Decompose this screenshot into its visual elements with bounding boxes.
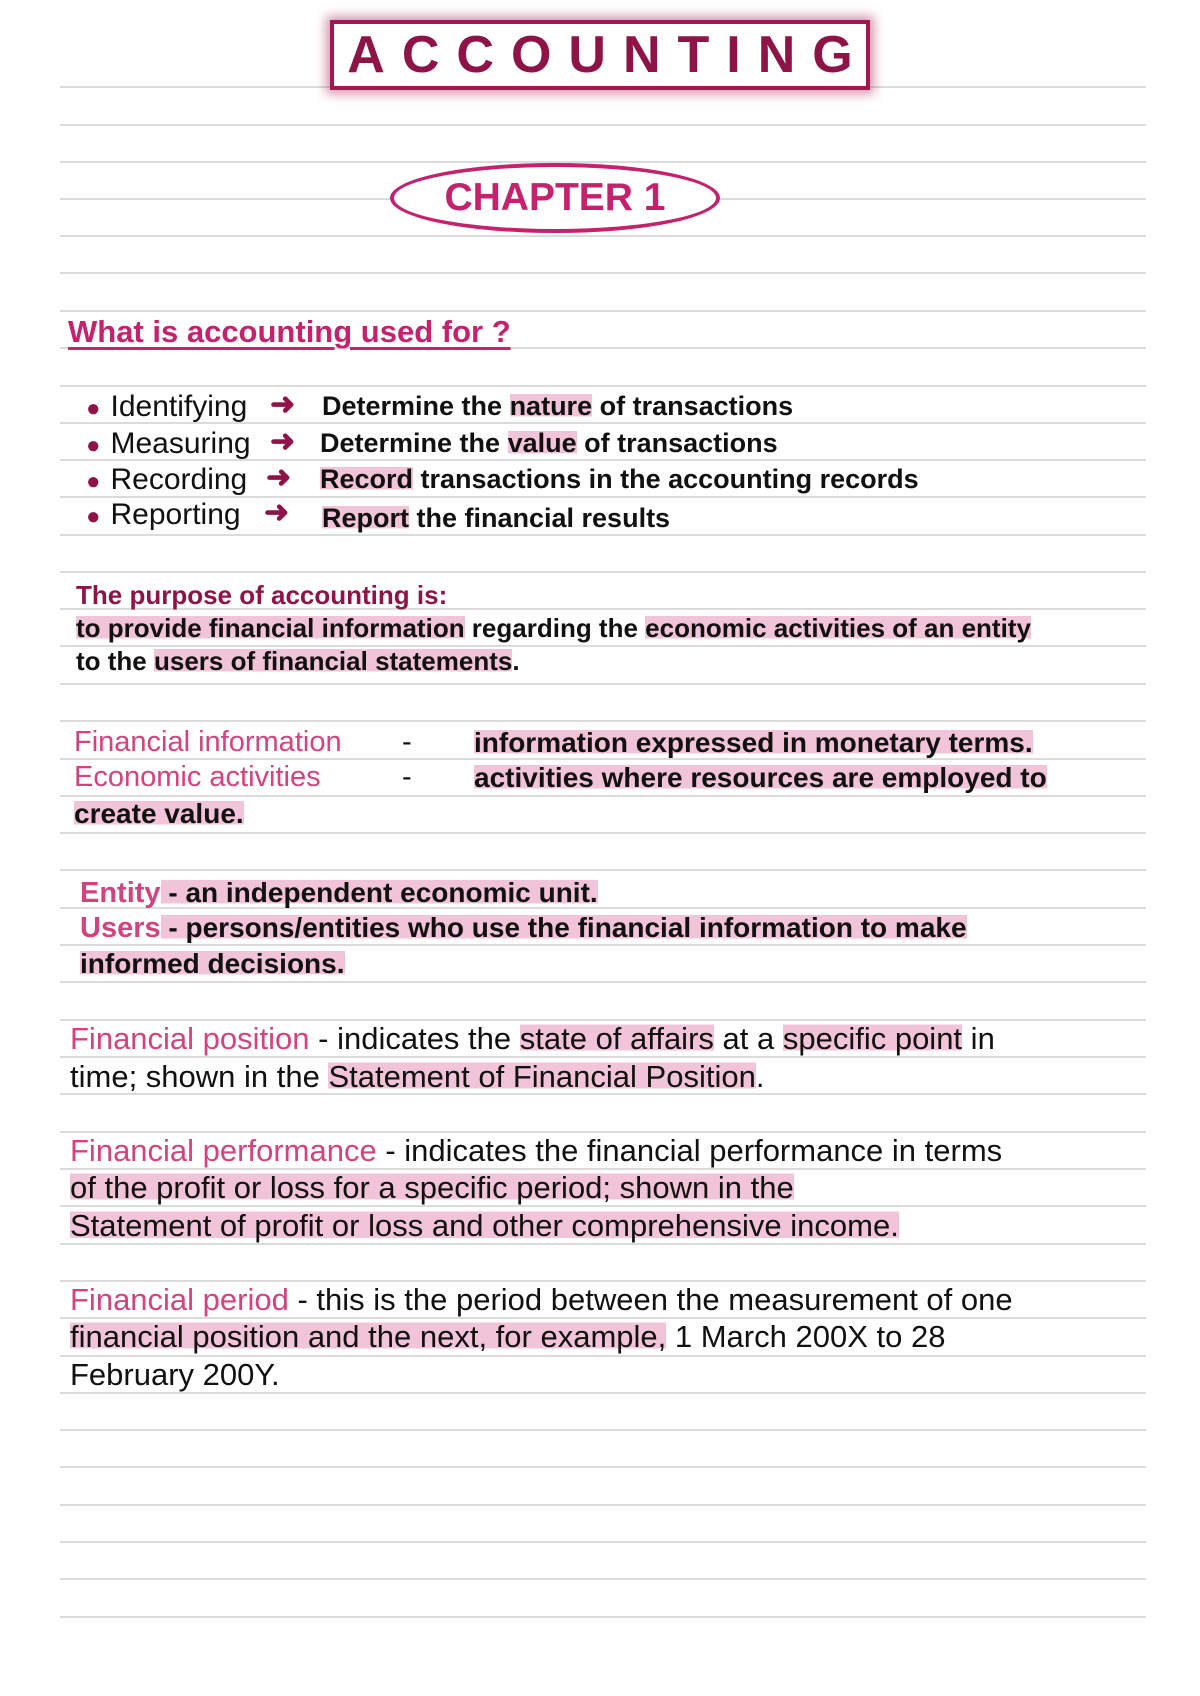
list-item: ● Recording [86,463,248,496]
arrow-right-icon: ➜ [264,496,290,529]
financial-period-definition: Financial period - this is the period between the measurement of one [70,1282,1013,1317]
purpose-text: to provide financial information regarding the economic activities of an entity [76,613,1031,643]
chapter-badge [390,163,720,233]
financial-period-definition: February 200Y. [70,1357,280,1392]
users-definition: Users - persons/entities who use the financial information to make [80,912,967,944]
definition-text: activities where resources are employed to [474,762,1047,793]
bullet-icon: ● [86,468,101,495]
bullet-icon: ● [86,432,101,459]
dash: - [402,726,412,758]
definition-text: information expressed in monetary terms. [474,727,1033,758]
arrow-right-icon: ➜ [266,461,292,494]
list-item: ● Measuring [86,427,251,460]
list-item: ● Identifying [86,390,248,423]
definition-text: informed decisions. [80,948,345,979]
purpose-text: to the users of financial statements. [76,646,520,676]
entity-definition: Entity - an independent economic unit. [80,877,598,909]
title-banner [330,20,870,90]
financial-position-definition: time; shown in the Statement of Financial Position. [70,1059,765,1094]
page-title: ACCOUNTING [347,26,870,84]
list-item-desc: Report the financial results [322,503,671,533]
arrow-right-icon: ➜ [270,425,296,458]
list-item-desc: Determine the value of transactions [320,428,778,458]
financial-performance-definition: Statement of profit or loss and other comprehensive income. [70,1208,899,1243]
financial-performance-definition: of the profit or loss for a specific period; shown in the [70,1170,794,1205]
financial-position-definition: Financial position - indicates the state of affairs at a specific point in [70,1021,995,1056]
bullet-icon: ● [86,503,101,530]
list-item: ● Reporting [86,498,241,531]
dash: - [402,761,412,793]
bullet-icon: ● [86,395,101,422]
list-item-desc: Determine the nature of transactions [322,391,794,421]
financial-performance-definition: Financial performance - indicates the financial performance in terms [70,1133,1003,1168]
list-item-desc: Record transactions in the accounting records [320,464,919,494]
term-financial-information: Financial information [74,726,342,758]
term-economic-activities: Economic activities [74,761,321,793]
question-heading: What is accounting used for ? [68,314,511,349]
financial-period-definition: financial position and the next, for example, 1 March 200X to 28 [70,1319,946,1354]
arrow-right-icon: ➜ [270,388,296,421]
definition-text: create value. [74,798,244,829]
chapter-label: CHAPTER 1 [444,176,666,219]
purpose-heading: The purpose of accounting is: [76,580,448,610]
